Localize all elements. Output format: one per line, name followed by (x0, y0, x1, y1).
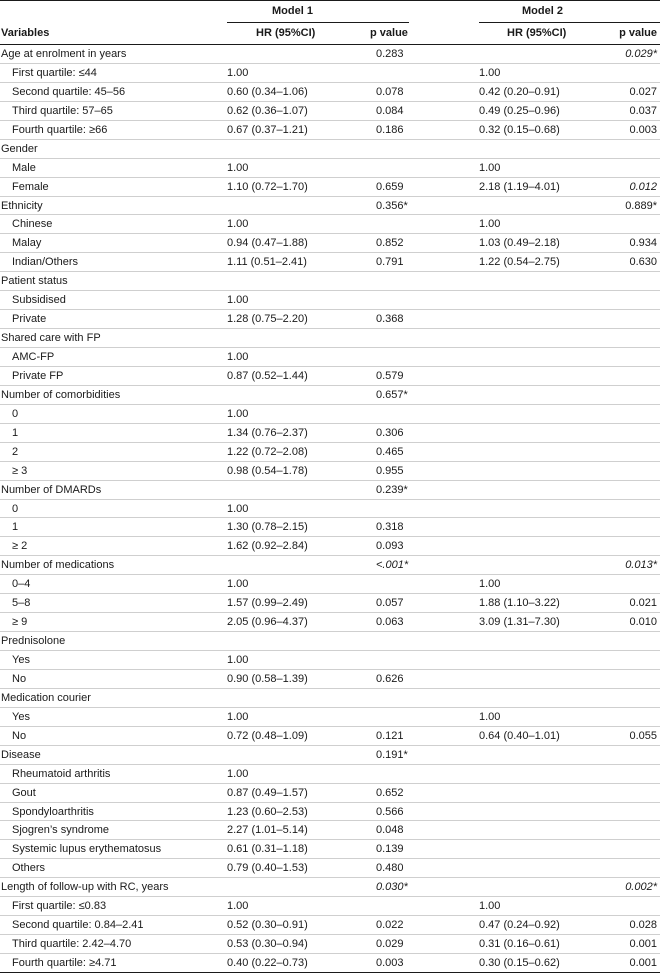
p2-cell: 0.889* (625, 199, 657, 212)
p2-cell: 0.001 (629, 957, 657, 969)
hr1-cell: 1.00 (227, 578, 249, 591)
hr2-cell: 1.00 (479, 900, 501, 913)
table-row (0, 537, 660, 556)
variable-cell: Private FP (12, 369, 64, 382)
variable-cell: Second quartile: 45–56 (12, 85, 126, 98)
p1-cell: 0.063 (376, 616, 404, 629)
hr1-cell: 1.28 (0.75–2.20) (227, 313, 308, 326)
variable-cell: 5–8 (12, 597, 31, 610)
table-row (0, 689, 660, 708)
variable-cell: Fourth quartile: ≥66 (12, 123, 108, 136)
variable-cell: Age at enrolment in years (1, 48, 127, 60)
hr1-cell: 0.52 (0.30–0.91) (227, 919, 308, 932)
table-row (0, 443, 660, 462)
variable-cell: Second quartile: 0.84–2.41 (12, 919, 144, 932)
p1-cell: 0.465 (376, 445, 404, 458)
hr2-cell: 0.30 (0.15–0.62) (479, 957, 560, 969)
variable-cell: Rheumatoid arthritis (12, 767, 111, 780)
table-row (0, 651, 660, 670)
hr1-cell: 0.67 (0.37–1.21) (227, 123, 308, 136)
model2-header: Model 2 (522, 5, 563, 17)
hr1-cell: 0.90 (0.58–1.39) (227, 672, 308, 685)
variable-cell: Disease (1, 748, 41, 761)
variable-cell: Shared care with FP (1, 332, 101, 345)
p1-cell: 0.048 (376, 824, 404, 837)
table-row (0, 140, 660, 159)
hr1-cell: 1.00 (227, 351, 249, 363)
p2-cell: 0.001 (629, 938, 657, 951)
model1-header-rule (227, 22, 409, 23)
hr2-cell: 1.00 (479, 218, 501, 231)
p1-cell: 0.030* (376, 881, 408, 894)
p1-column-header: p value (370, 27, 408, 39)
variable-cell: Number of DMARDs (1, 483, 102, 496)
table-row (0, 234, 660, 253)
hr1-cell: 1.00 (227, 407, 249, 420)
hr1-cell: 1.62 (0.92–2.84) (227, 540, 308, 553)
hr1-column-header: HR (95%CI) (256, 27, 316, 39)
p1-cell: 0.191* (376, 748, 408, 761)
variable-cell: ≥ 9 (12, 616, 28, 629)
table-row (0, 632, 660, 651)
table-row (0, 310, 660, 329)
table-row (0, 594, 660, 613)
hr2-cell: 0.42 (0.20–0.91) (479, 85, 560, 98)
hr2-cell: 1.03 (0.49–2.18) (479, 237, 560, 250)
table-row (0, 102, 660, 121)
table-row (0, 840, 660, 859)
table-row (0, 481, 660, 500)
table-row (0, 859, 660, 878)
variable-cell: Number of comorbidities (1, 388, 121, 401)
table-row (0, 121, 660, 140)
hr1-cell: 1.22 (0.72–2.08) (227, 445, 308, 458)
variable-cell: Subsidised (12, 294, 66, 307)
hr1-cell: 1.00 (227, 66, 249, 79)
hr1-cell: 0.40 (0.22–0.73) (227, 957, 308, 969)
p1-cell: 0.186 (376, 123, 404, 136)
table-row (0, 935, 660, 954)
hr2-cell: 1.00 (479, 66, 501, 79)
table-row (0, 272, 660, 291)
table-row (0, 500, 660, 519)
table-row (0, 386, 660, 405)
table-row (0, 424, 660, 443)
variable-cell: Others (12, 862, 46, 875)
hr1-cell: 2.05 (0.96–4.37) (227, 616, 308, 629)
variable-cell: Indian/Others (12, 256, 79, 269)
table-row (0, 954, 660, 973)
variable-cell: Private (12, 313, 47, 326)
p1-cell: 0.579 (376, 369, 404, 382)
p2-cell: 0.010 (629, 616, 657, 629)
variables-column-header: Variables (1, 27, 50, 39)
table-row (0, 45, 660, 64)
table-row (0, 83, 660, 102)
hr1-cell: 0.98 (0.54–1.78) (227, 464, 308, 477)
hr2-cell: 1.00 (479, 710, 501, 723)
p1-cell: 0.003 (376, 957, 404, 969)
p2-cell: 0.055 (629, 729, 657, 742)
p1-cell: 0.093 (376, 540, 404, 553)
variable-cell: Yes (12, 710, 30, 723)
variable-cell: AMC-FP (12, 351, 55, 363)
hr1-cell: 0.79 (0.40–1.53) (227, 862, 308, 875)
p1-cell: 0.368 (376, 313, 404, 326)
table-row (0, 462, 660, 481)
variable-cell: First quartile: ≤0.83 (12, 900, 107, 913)
p1-cell: 0.022 (376, 919, 404, 932)
hr2-cell: 0.49 (0.25–0.96) (479, 104, 560, 117)
p2-cell: 0.029* (625, 48, 657, 60)
table-row (0, 746, 660, 765)
variable-cell: Patient status (1, 275, 68, 288)
table-row (0, 784, 660, 803)
table-row (0, 348, 660, 367)
p1-cell: 0.657* (376, 388, 408, 401)
variable-cell: Yes (12, 654, 30, 666)
hr2-cell: 1.00 (479, 161, 501, 174)
table-row (0, 197, 660, 216)
table-row (0, 916, 660, 935)
p2-cell: 0.027 (629, 85, 657, 98)
variable-cell: Third quartile: 2.42–4.70 (12, 938, 132, 951)
hr1-cell: 1.00 (227, 654, 249, 666)
variable-cell: Female (12, 180, 49, 193)
p1-cell: 0.791 (376, 256, 404, 269)
table-row (0, 878, 660, 897)
table-row (0, 159, 660, 178)
p2-column-header: p value (619, 27, 657, 39)
p1-cell: 0.283 (376, 48, 404, 60)
p1-cell: 0.356* (376, 199, 408, 212)
variable-cell: Gender (1, 142, 38, 155)
p1-cell: 0.057 (376, 597, 404, 610)
p1-cell: 0.078 (376, 85, 404, 98)
model1-header: Model 1 (272, 5, 313, 17)
p1-cell: 0.852 (376, 237, 404, 250)
p2-cell: 0.037 (629, 104, 657, 117)
variable-cell: Third quartile: 57–65 (12, 104, 113, 117)
hr1-cell: 1.00 (227, 900, 249, 913)
hr2-cell: 0.31 (0.16–0.61) (479, 938, 560, 951)
table-row (0, 64, 660, 83)
hr2-cell: 0.47 (0.24–0.92) (479, 919, 560, 932)
table-row (0, 178, 660, 197)
hr1-cell: 1.34 (0.76–2.37) (227, 426, 308, 439)
table-row (0, 329, 660, 348)
variable-cell: ≥ 2 (12, 540, 28, 553)
variable-cell: Fourth quartile: ≥4.71 (12, 957, 117, 969)
hr1-cell: 0.60 (0.34–1.06) (227, 85, 308, 98)
p1-cell: 0.318 (376, 521, 404, 534)
hr1-cell: 0.87 (0.52–1.44) (227, 369, 308, 382)
hr1-cell: 0.61 (0.31–1.18) (227, 843, 308, 856)
p1-cell: 0.239* (376, 483, 408, 496)
variable-cell: Sjogren’s syndrome (12, 824, 110, 837)
hr1-cell: 1.00 (227, 161, 249, 174)
table-row (0, 367, 660, 386)
hr1-cell: 1.00 (227, 502, 249, 515)
table-row (0, 291, 660, 310)
p1-cell: 0.139 (376, 843, 404, 856)
hr1-cell: 0.62 (0.36–1.07) (227, 104, 308, 117)
hr2-cell: 0.32 (0.15–0.68) (479, 123, 560, 136)
variable-cell: 1 (12, 521, 19, 534)
p1-cell: 0.121 (376, 729, 404, 742)
hr1-cell: 0.94 (0.47–1.88) (227, 237, 308, 250)
hr1-cell: 0.53 (0.30–0.94) (227, 938, 308, 951)
table-top-rule (0, 0, 660, 1)
variable-cell: Gout (12, 786, 36, 799)
p1-cell: 0.306 (376, 426, 404, 439)
p1-cell: 0.659 (376, 180, 404, 193)
p2-cell: 0.003 (629, 123, 657, 136)
p1-cell: 0.029 (376, 938, 404, 951)
table-row (0, 821, 660, 840)
p2-cell: 0.002* (625, 881, 657, 894)
table-row (0, 897, 660, 916)
variable-cell: 0 (12, 502, 19, 515)
p2-cell: 0.021 (629, 597, 657, 610)
p2-cell: 0.028 (629, 919, 657, 932)
p1-cell: <.001* (376, 559, 409, 572)
hr1-cell: 2.27 (1.01–5.14) (227, 824, 308, 837)
variable-cell: No (12, 672, 27, 685)
table-row (0, 613, 660, 632)
variable-cell: Medication courier (1, 691, 91, 704)
p1-cell: 0.084 (376, 104, 404, 117)
variable-cell: No (12, 729, 27, 742)
p2-cell: 0.934 (629, 237, 657, 250)
hr1-cell: 1.57 (0.99–2.49) (227, 597, 308, 610)
hr2-cell: 0.64 (0.40–1.01) (479, 729, 560, 742)
hr2-cell: 3.09 (1.31–7.30) (479, 616, 560, 629)
variable-cell: 0–4 (12, 578, 31, 591)
variable-cell: Systemic lupus erythematosus (12, 843, 162, 856)
p1-cell: 0.652 (376, 786, 404, 799)
table-row (0, 575, 660, 594)
p2-cell: 0.013* (625, 559, 657, 572)
p1-cell: 0.566 (376, 805, 404, 818)
table-row (0, 405, 660, 424)
table-row (0, 215, 660, 234)
table-row (0, 556, 660, 575)
hr1-cell: 1.23 (0.60–2.53) (227, 805, 308, 818)
table-row (0, 727, 660, 746)
hr1-cell: 1.00 (227, 294, 249, 307)
hr1-cell: 1.00 (227, 218, 249, 231)
variable-cell: 2 (12, 445, 19, 458)
table-body (0, 45, 660, 973)
variable-cell: Number of medications (1, 559, 115, 572)
hr2-cell: 1.88 (1.10–3.22) (479, 597, 560, 610)
hr1-cell: 0.72 (0.48–1.09) (227, 729, 308, 742)
model2-header-rule (479, 22, 660, 23)
variable-cell: Length of follow-up with RC, years (1, 881, 169, 894)
p1-cell: 0.626 (376, 672, 404, 685)
p2-cell: 0.630 (629, 256, 657, 269)
variable-cell: Male (12, 161, 36, 174)
variable-cell: 0 (12, 407, 19, 420)
hr2-column-header: HR (95%CI) (507, 27, 567, 39)
table-row (0, 670, 660, 689)
hr1-cell: 1.30 (0.78–2.15) (227, 521, 308, 534)
p1-cell: 0.480 (376, 862, 404, 875)
table-row (0, 518, 660, 537)
variable-cell: Spondyloarthritis (12, 805, 94, 818)
variable-cell: Malay (12, 237, 42, 250)
variable-cell: 1 (12, 426, 19, 439)
p1-cell: 0.955 (376, 464, 404, 477)
hr2-cell: 1.22 (0.54–2.75) (479, 256, 560, 269)
hr1-cell: 1.00 (227, 767, 249, 780)
hr1-cell: 0.87 (0.49–1.57) (227, 786, 308, 799)
variable-cell: ≥ 3 (12, 464, 28, 477)
variable-cell: Chinese (12, 218, 53, 231)
p2-cell: 0.012 (629, 180, 657, 193)
variable-cell: First quartile: ≤44 (12, 66, 97, 79)
hr1-cell: 1.11 (0.51–2.41) (227, 256, 307, 269)
variable-cell: Ethnicity (1, 199, 43, 212)
hr2-cell: 1.00 (479, 578, 501, 591)
table-row (0, 253, 660, 272)
table-row (0, 803, 660, 822)
hr2-cell: 2.18 (1.19–4.01) (479, 180, 560, 193)
variable-cell: Prednisolone (1, 635, 66, 648)
hr1-cell: 1.10 (0.72–1.70) (227, 180, 308, 193)
table-row (0, 765, 660, 784)
hr1-cell: 1.00 (227, 710, 249, 723)
table-row (0, 708, 660, 727)
